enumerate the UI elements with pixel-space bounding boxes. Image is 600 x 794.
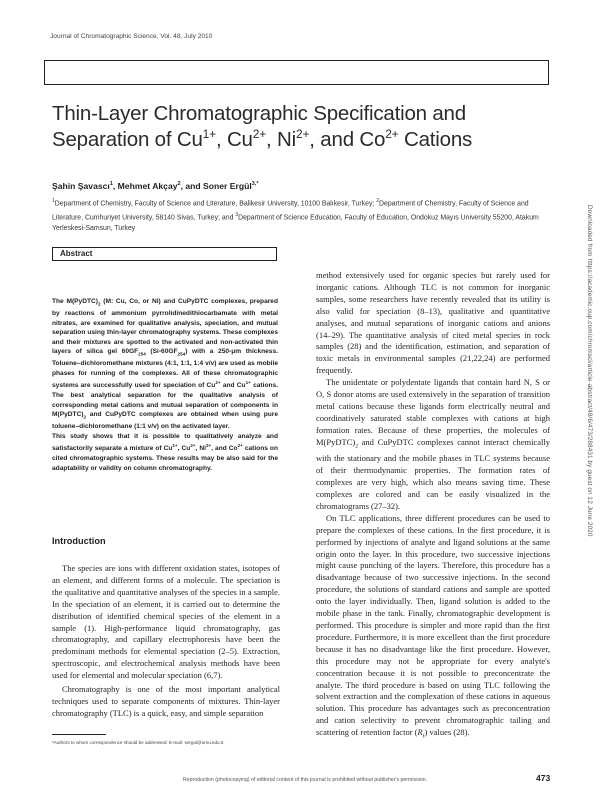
abstract-body bbox=[52, 297, 278, 473]
introduction-paragraph-1: The species are ions with different oxidation states, isotopes of an element, and different forms of a molecule. The speciation is the qualitative and quantitative analyses of the species in a sample. In the speciation of an element, it is carried out to determine the distribution of identified chemical species of the element in a sample (1). High-performance liquid chromatography, gas chromatography, and capillary electrophoresis have been the predominant methods for elemental speciation (2–5). Extraction, spectroscopic, and electrochemical analysis methods have been used for elemental and molecular speciation (6,7). bbox=[52, 563, 280, 681]
abstract-heading: Abstract bbox=[60, 249, 93, 258]
footnote-divider bbox=[52, 734, 106, 735]
title-line-1: Thin-Layer Chromatographic Specification and bbox=[52, 102, 466, 125]
correspondence-footnote: *Authors to whom correspondence should be addressed: E-mail: sergul@omu.edu.tr. bbox=[52, 740, 225, 745]
right-paragraph-1: method extensively used for organic species but rarely used for inorganic cations. Although TLC is not common for inorganic samples, some researchers have recently revealed that its utility is also valid for speciation (8–13), qualitative and quantitative analyses, and mutual separations of inorganic cations and anions (14–29). The quantitative analysis of cited metal species in rock samples (28) and the identification, estimation, and separation of toxic metals in environmental samples (21,22,24) are performed frequently. bbox=[316, 270, 550, 376]
title-line-2: Separation of $Cu^{1+}$, $Cu^{2+}$, $Ni^{2+}$, and $Co^{2+}$ Cations bbox=[52, 127, 473, 151]
journal-citation: Journal of Chromatographic Science, Vol. 48, July 2010 bbox=[50, 33, 213, 40]
affiliations: $^1$Department of Chemistry, Faculty of Science and Literature, Balikesir University, 10100 Balıkesir, Turkey; $^2$Department of Chemistry, Faculty of Science and Literature, Cumhuriyet University, 58140 Sivas, Turkey; and $^3$Department of Science Education, Faculty of Education, Ondokuz Mayıs University 55200, Atakum Yerleskesi-Samsun, Turkey bbox=[52, 198, 539, 232]
right-column-body bbox=[316, 270, 550, 744]
abstract-paragraph-1: The $M(PyDTC)_2$ (M: Cu, Co, or Ni) and CuPyDTC complexes, prepared by reactions of ammonium pyrrolidinedithiocarbamate with metal nitrates, are examined for qualitative analysis, speciation, and mutual separation using thin-layer chromatography systems. These complexes and their mixtures are spotted to the activated and non-activated thin layers of silica gel $60GF_{254}$ $(Si-60GF_{254})$ with a 250-μm thickness. Toluene–dichloromethane mixtures (4:1, 1:1, 1:4 v/v) are used as mobile phases for running of the complexes. All of these chromatographic systems are successfully used for speciation of $Cu^{2+}$ and $Cu^{1+}$ cations. The best analytical separation for the qualitative analysis of corresponding metal cations and mutual separation of components in $M(PyDTC)_2$ and CuPyDTC complexes are obtained when using pure toluene–dichloromethane (1:1 v/v) on the activated layer. bbox=[52, 298, 278, 431]
abstract-paragraph-2: This study shows that it is possible to qualitatively analyze and satisfactorily separate a mixture of $Cu^{1+}$, $Cu^{2+}$, $Ni^{2+}$, and $Co^{2+}$ cations on cited chromatographic systems. These results may be also said for the adaptability or validity on column chromatography. bbox=[52, 432, 278, 472]
page-number: 473 bbox=[536, 773, 551, 783]
right-paragraph-2: The unidentate or polydentate ligands that contain hard N, S or O, S donor atoms are used extensively in the separation of transition metal cations because these ligands form electrically neutral and coordinatively saturated stable complexes with cations at high formation rates. Because of these properties, the molecules of $M(PyDTC)_2$ and CuPyDTC complexes cannot interact chemically with the stationary and the mobile phases in TLC systems because of their thermodynamic properties. The formation rates of complexes are very high, which also means saving time. These complexes are colored and can be easily visualized in the chromatograms (27–32). bbox=[316, 377, 550, 511]
introduction-body bbox=[52, 563, 280, 722]
reproduction-notice: Reproduction (photocopying) of editorial content of this journal is prohibited without publisher's permission. bbox=[182, 777, 428, 783]
introduction-heading: Introduction bbox=[52, 536, 106, 546]
author-list: Şahin Şavascı$^1$, Mehmet Akçay$^2$, and Soner Ergül$^{3,*}$ bbox=[52, 181, 259, 191]
header-frame bbox=[44, 60, 549, 85]
introduction-paragraph-2: Chromatography is one of the most important analytical techniques used to separate components of mixtures. Thin-layer chromatography (TLC) is a quick, easy, and simple separation bbox=[52, 684, 280, 718]
right-paragraph-3: On TLC applications, three different procedures can be used to prepare the complexes of these cations. In the first procedure, it is performed by injections of analyte and ligand solutions at the same origin onto the layer. In this procedure, two successive injections might cause punching of the layers. Therefore, this procedure has a disadvantage because of two successive injections. In the second procedure, the solutions of standard cations and sample are spotted onto the layer individually. Then, ligand solution is added to the mobile phase in the tank. Finally, chromatographic development is performed. This procedure is simpler and more rapid than the first procedure. Furthermore, it is more excellent than the first procedure because it has no disadvantage like the first procedure. However, this procedure may not be appropriate for every analyte's concentration because it is not possible to preconcentrate the analyte. The third procedure is based on using TLC following the solvent extraction and the complexation of these cations in aqueous solution. This procedure has advantages such as preconcentration and cation selectivity to prevent chromatographic tailing and scattering of retention factor $(R_f)$ values (28). bbox=[316, 512, 550, 740]
article-title bbox=[52, 101, 532, 153]
download-watermark: Downloaded from https://academic.oup.com/chromsci/article-abstract/48/6/473/288431 by guest on 12 June 2020 bbox=[586, 205, 593, 537]
